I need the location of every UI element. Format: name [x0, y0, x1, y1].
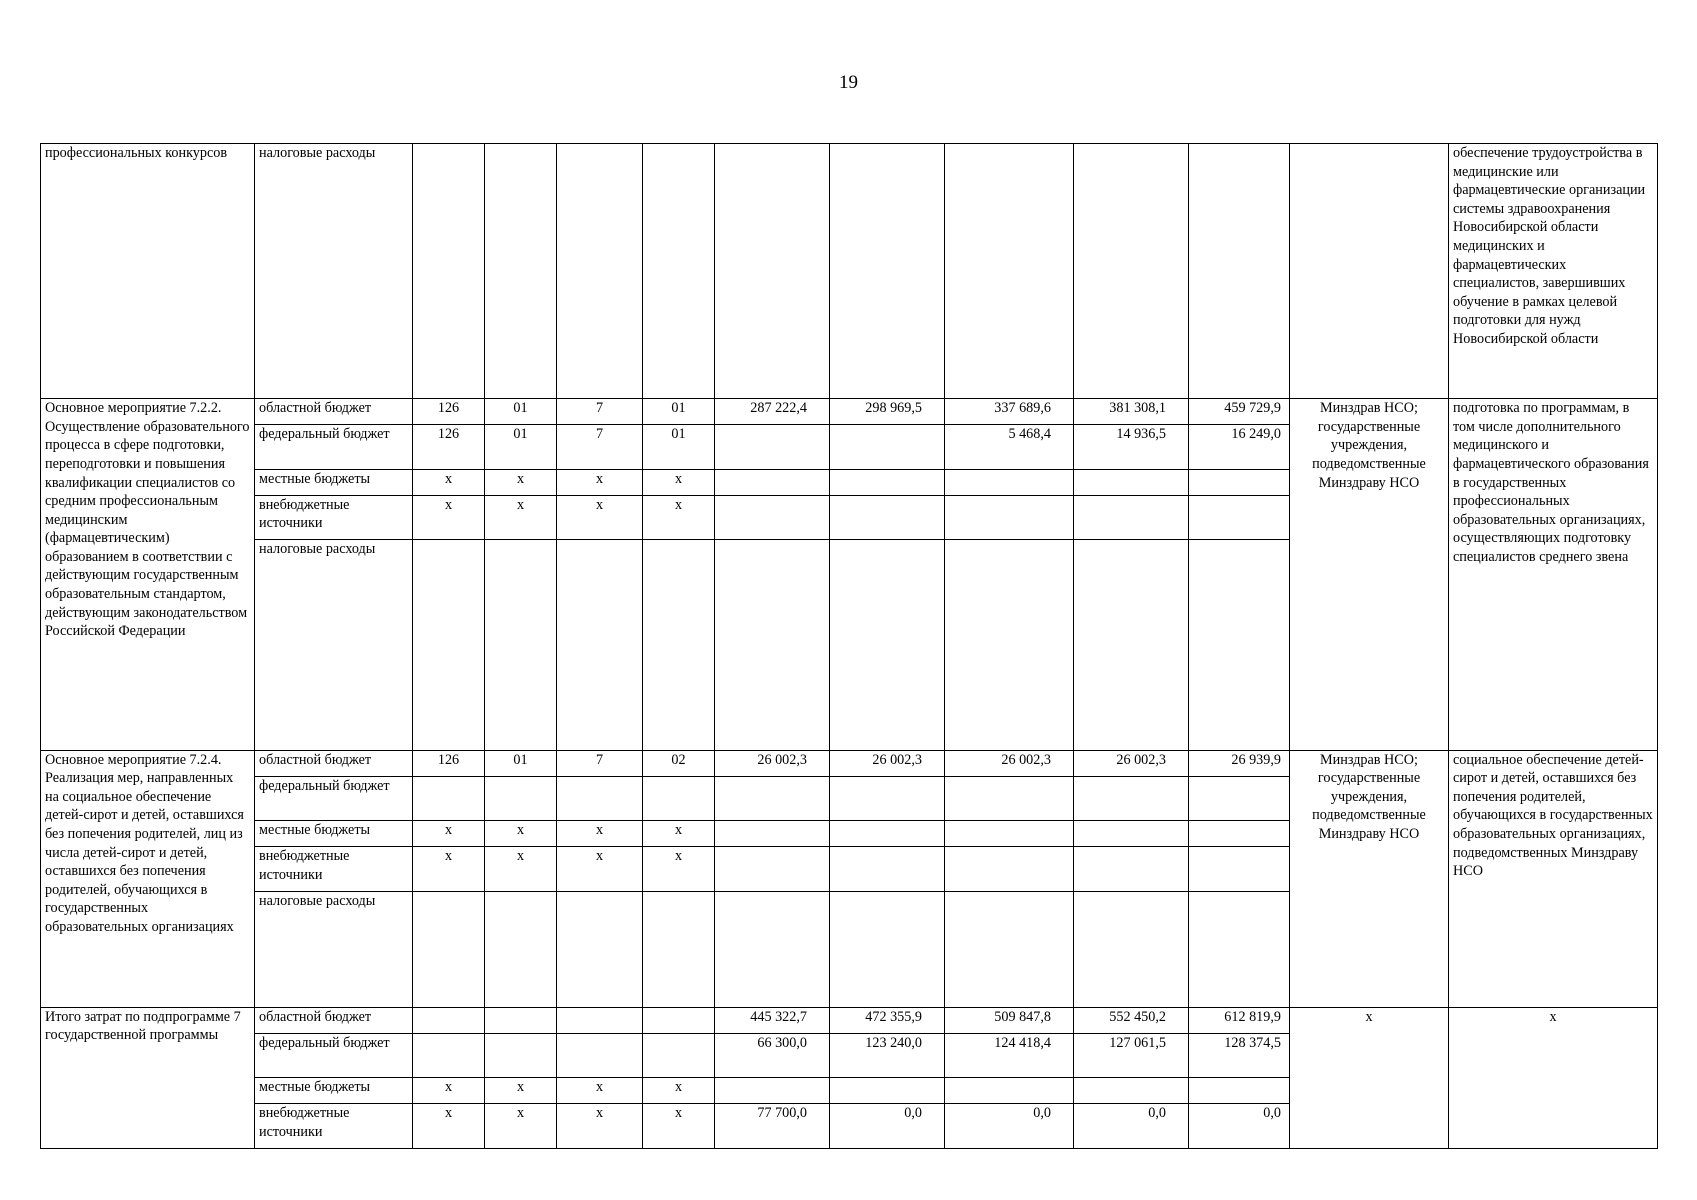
value-cell	[1074, 776, 1189, 821]
rz-cell: х	[485, 1104, 557, 1149]
value-cell	[945, 495, 1074, 540]
rz-cell	[485, 776, 557, 821]
value-cell	[715, 469, 830, 495]
value-cell	[830, 495, 945, 540]
value-cell	[715, 776, 830, 821]
csr-cell	[643, 540, 715, 751]
value-cell	[830, 847, 945, 892]
value-cell	[830, 540, 945, 751]
table-row	[41, 1007, 1658, 1033]
value-cell	[1189, 821, 1290, 847]
rz-cell	[485, 1033, 557, 1078]
pr-cell: 7	[557, 750, 643, 776]
source-cell: областной бюджет	[255, 750, 413, 776]
csr-cell	[643, 1007, 715, 1033]
value-cell: 77 700,0	[715, 1104, 830, 1149]
value-cell	[715, 847, 830, 892]
event-cell: Итого затрат по подпрограмме 7 государственной программы	[41, 1007, 255, 1148]
grbs-cell	[413, 776, 485, 821]
value-cell	[1189, 847, 1290, 892]
value-cell: 14 936,5	[1074, 425, 1189, 470]
value-cell	[945, 469, 1074, 495]
value-cell	[715, 821, 830, 847]
value-cell: 445 322,7	[715, 1007, 830, 1033]
value-cell: 552 450,2	[1074, 1007, 1189, 1033]
value-cell	[1189, 469, 1290, 495]
csr-cell	[643, 891, 715, 1007]
pr-cell: х	[557, 495, 643, 540]
value-cell	[1074, 847, 1189, 892]
grbs-cell: х	[413, 821, 485, 847]
value-cell	[830, 776, 945, 821]
result-cell: подготовка по программам, в том числе дополнительного медицинского и фармацевтического образования в государственных профессиональных образовательных организациях, осуществляющих подготовку специалистов среднего звена	[1449, 399, 1658, 751]
value-cell	[945, 847, 1074, 892]
value-cell: 26 002,3	[830, 750, 945, 776]
value-cell	[1074, 891, 1189, 1007]
csr-cell: 01	[643, 399, 715, 425]
value-cell: 26 002,3	[715, 750, 830, 776]
grbs-cell: х	[413, 1104, 485, 1149]
result-cell: обеспечение трудоустройства в медицинские или фармацевтические организации системы здравоохранения Новосибирской области медицинских и фармацевтических специалистов, завершивших обучение в рамках целевой подготовки для нужд Новосибирской области	[1449, 144, 1658, 399]
grbs-cell	[413, 1033, 485, 1078]
value-cell	[715, 425, 830, 470]
value-cell: 5 468,4	[945, 425, 1074, 470]
pr-cell: 7	[557, 399, 643, 425]
source-cell: внебюджетные источники	[255, 1104, 413, 1149]
value-cell: 16 249,0	[1189, 425, 1290, 470]
value-cell: 66 300,0	[715, 1033, 830, 1078]
value-cell	[715, 495, 830, 540]
value-cell: 298 969,5	[830, 399, 945, 425]
value-cell	[715, 540, 830, 751]
rz-cell: 01	[485, 425, 557, 470]
source-cell: федеральный бюджет	[255, 776, 413, 821]
value-cell	[830, 821, 945, 847]
result-cell: х	[1449, 1007, 1658, 1148]
rz-cell	[485, 540, 557, 751]
value-cell: 509 847,8	[945, 1007, 1074, 1033]
csr-cell: х	[643, 495, 715, 540]
value-cell	[1074, 495, 1189, 540]
grbs-cell: х	[413, 847, 485, 892]
value-cell	[830, 1078, 945, 1104]
value-cell	[830, 891, 945, 1007]
value-cell: 0,0	[1189, 1104, 1290, 1149]
event-cell: Основное мероприятие 7.2.4. Реализация мер, направленных на социальное обеспечение детей-сирот и детей, оставшихся без попечения родителей, лиц из числа детей-сирот и детей, оставшихся без попечения родителей, обучающихся в государственных образовательных организациях	[41, 750, 255, 1007]
csr-cell: х	[643, 1078, 715, 1104]
source-cell: федеральный бюджет	[255, 1033, 413, 1078]
source-cell: областной бюджет	[255, 399, 413, 425]
rz-cell: х	[485, 495, 557, 540]
value-cell: 26 939,9	[1189, 750, 1290, 776]
value-cell	[1189, 540, 1290, 751]
value-cell: 0,0	[830, 1104, 945, 1149]
csr-cell: 01	[643, 425, 715, 470]
value-cell: 127 061,5	[1074, 1033, 1189, 1078]
rz-cell	[485, 1007, 557, 1033]
source-cell: внебюджетные источники	[255, 495, 413, 540]
subprogram-finance-table	[40, 143, 1658, 1149]
source-cell: местные бюджеты	[255, 1078, 413, 1104]
csr-cell	[643, 776, 715, 821]
value-cell: 124 418,4	[945, 1033, 1074, 1078]
executor-cell: Минздрав НСО; государственные учреждения, подведомственные Минздраву НСО	[1290, 399, 1449, 751]
pr-cell: х	[557, 1078, 643, 1104]
executor-cell: Минздрав НСО; государственные учреждения, подведомственные Минздраву НСО	[1290, 750, 1449, 1007]
grbs-cell: 126	[413, 399, 485, 425]
rz-cell: х	[485, 821, 557, 847]
value-cell	[945, 1078, 1074, 1104]
rz-cell	[485, 891, 557, 1007]
value-cell	[1074, 821, 1189, 847]
value-cell	[1074, 1078, 1189, 1104]
page-number: 19	[839, 72, 858, 93]
rz-cell: х	[485, 847, 557, 892]
value-cell	[1074, 540, 1189, 751]
value-cell: 459 729,9	[1189, 399, 1290, 425]
executor-cell: х	[1290, 1007, 1449, 1148]
grbs-cell	[413, 1007, 485, 1033]
grbs-cell: х	[413, 469, 485, 495]
table-row	[41, 144, 1658, 399]
value-cell	[945, 540, 1074, 751]
event-cell: Основное мероприятие 7.2.2. Осуществление образовательного процесса в сфере подготовки, переподготовки и повышения квалификации специалистов со средним профессиональным медицинским (фармацевтическим) образованием в соответствии с действующим государственным образовательным стандартом, действующим законодательством Российской Федерации	[41, 399, 255, 751]
table-row	[41, 399, 1658, 425]
grbs-cell	[413, 891, 485, 1007]
value-cell	[1189, 891, 1290, 1007]
value-cell	[1074, 469, 1189, 495]
pr-cell: 7	[557, 425, 643, 470]
value-cell	[1189, 776, 1290, 821]
source-cell: налоговые расходы	[255, 891, 413, 1007]
value-cell: 26 002,3	[945, 750, 1074, 776]
value-cell	[945, 821, 1074, 847]
source-cell: внебюджетные источники	[255, 847, 413, 892]
value-cell: 472 355,9	[830, 1007, 945, 1033]
event-cell: профессиональных конкурсов	[41, 144, 255, 399]
csr-cell	[643, 1033, 715, 1078]
value-cell	[945, 891, 1074, 1007]
value-cell: 26 002,3	[1074, 750, 1189, 776]
pr-cell: х	[557, 1104, 643, 1149]
pr-cell	[557, 1007, 643, 1033]
rz-cell: х	[485, 1078, 557, 1104]
value-cell	[830, 425, 945, 470]
value-cell: 123 240,0	[830, 1033, 945, 1078]
grbs-cell: 126	[413, 425, 485, 470]
table-row	[41, 750, 1658, 776]
value-cell	[715, 891, 830, 1007]
value-cell: 337 689,6	[945, 399, 1074, 425]
rz-cell: 01	[485, 750, 557, 776]
value-cell: 381 308,1	[1074, 399, 1189, 425]
pr-cell	[557, 540, 643, 751]
csr-cell: х	[643, 1104, 715, 1149]
source-cell: налоговые расходы	[255, 144, 413, 399]
grbs-cell: 126	[413, 750, 485, 776]
value-cell	[715, 1078, 830, 1104]
source-cell: местные бюджеты	[255, 469, 413, 495]
value-cell	[945, 776, 1074, 821]
csr-cell: 02	[643, 750, 715, 776]
value-cell	[1189, 495, 1290, 540]
source-cell: федеральный бюджет	[255, 425, 413, 470]
value-cell: 0,0	[945, 1104, 1074, 1149]
source-cell: областной бюджет	[255, 1007, 413, 1033]
value-cell: 128 374,5	[1189, 1033, 1290, 1078]
value-cell: 0,0	[1074, 1104, 1189, 1149]
rz-cell: 01	[485, 399, 557, 425]
csr-cell: х	[643, 821, 715, 847]
pr-cell: х	[557, 469, 643, 495]
grbs-cell	[413, 540, 485, 751]
pr-cell	[557, 776, 643, 821]
result-cell: социальное обеспечение детей-сирот и детей, оставшихся без попечения родителей, обучающихся в государственных образовательных организациях, подведомственных Минздраву НСО	[1449, 750, 1658, 1007]
csr-cell: х	[643, 469, 715, 495]
pr-cell	[557, 891, 643, 1007]
grbs-cell: х	[413, 1078, 485, 1104]
value-cell: 287 222,4	[715, 399, 830, 425]
value-cell	[1189, 1078, 1290, 1104]
csr-cell: х	[643, 847, 715, 892]
value-cell: 612 819,9	[1189, 1007, 1290, 1033]
pr-cell: х	[557, 821, 643, 847]
source-cell: местные бюджеты	[255, 821, 413, 847]
value-cell	[830, 469, 945, 495]
rz-cell: х	[485, 469, 557, 495]
pr-cell: х	[557, 847, 643, 892]
pr-cell	[557, 1033, 643, 1078]
source-cell: налоговые расходы	[255, 540, 413, 751]
grbs-cell: х	[413, 495, 485, 540]
